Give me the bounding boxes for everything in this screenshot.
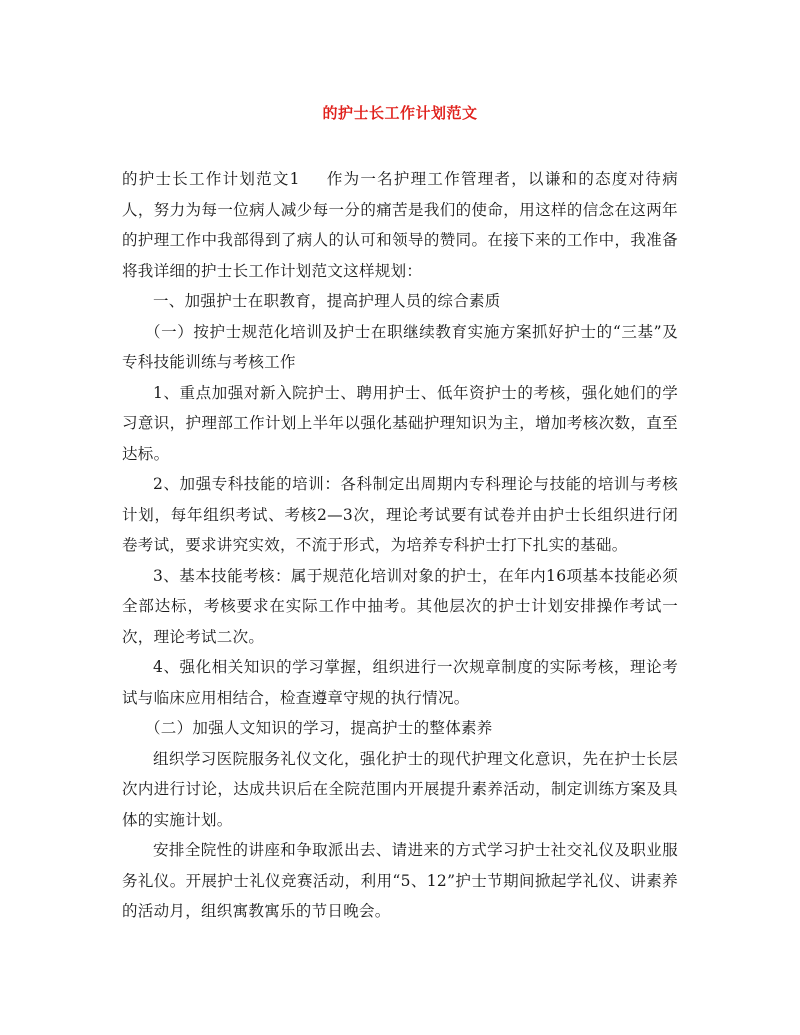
body-paragraph-4: 4、强化相关知识的学习掌握，组织进行一次规章制度的实际考核，理论考试与临床应用相结合，检查遵章守规的执行情况。 xyxy=(122,658,678,707)
document-title: 的护士长工作计划范文 xyxy=(322,104,478,122)
body-paragraph-1: 1、重点加强对新入院护士、聘用护士、低年资护士的考核，强化她们的学习意识，护理部工作计划上半年以强化基础护理知识为主，增加考核次数，直至达标。 xyxy=(122,383,678,463)
body-paragraph-2: 2、加强专科技能的培训：各科制定出周期内专科理论与技能的培训与考核计划，每年组织考试、考核2—3次，理论考试要有试卷并由护士长组织进行闭卷考试，要求讲究实效，不流于形式，为培养专科护士打下扎实的基础。 xyxy=(122,475,678,554)
body-paragraph-3: 3、基本技能考核：属于规范化培训对象的护士，在年内16项基本技能必须全部达标，考核要求在实际工作中抽考。其他层次的护士计划安排操作考试一次，理论考试二次。 xyxy=(122,566,678,646)
intro-paragraph xyxy=(122,164,678,286)
intro-text: 作为一名护理工作管理者，以谦和的态度对待病人，努力为每一位病人减少每一分的痛苦是我们的使命，用这样的信念在这两年的护理工作中我部得到了病人的认可和领导的赞同。在接下来的工作中，我准备将我详细的护士长工作计划范文这样规划： xyxy=(122,170,678,280)
body-paragraph-6: 安排全院性的讲座和争取派出去、请进来的方式学习护士社交礼仪及职业服务礼仪。开展护士礼仪竞赛活动，利用“5、12”护士节期间掀起学礼仪、讲素养的活动月，组织寓教寓乐的节日晚会。 xyxy=(122,841,678,920)
subsection-heading-2: （二）加强人文知识的学习，提高护士的整体素养 xyxy=(145,719,493,737)
intro-label: 的护士长工作计划范文1 xyxy=(122,170,300,188)
section-heading-1: 一、加强护士在职教育，提高护理人员的综合素质 xyxy=(153,292,501,310)
body-paragraph-5: 组织学习医院服务礼仪文化，强化护士的现代护理文化意识，先在护士长层次内进行讨论，达成共识后在全院范围内开展提升素养活动，制定训练方案及具体的实施计划。 xyxy=(122,749,678,829)
subsection-heading-1: （一）按护士规范化培训及护士在职继续教育实施方案抓好护士的“三基”及专科技能训练与考核工作 xyxy=(122,322,678,371)
document-body xyxy=(122,164,678,927)
